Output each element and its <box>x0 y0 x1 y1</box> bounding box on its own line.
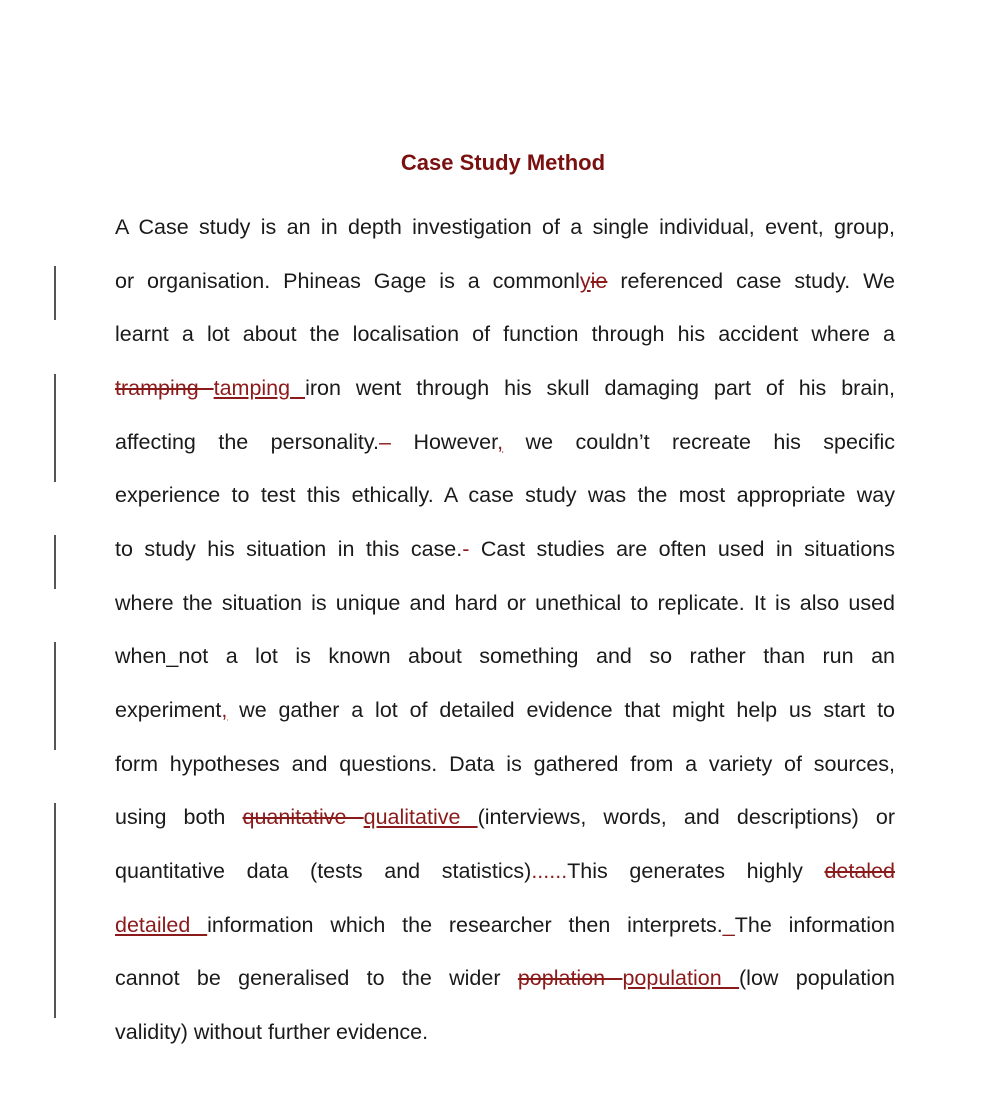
text-run: validity) without further evidence. <box>115 1020 429 1044</box>
paragraph-line <box>115 428 895 456</box>
change-bar <box>54 803 56 1018</box>
change-bar <box>54 535 56 589</box>
change-bar <box>54 266 56 320</box>
text-run: experience to test this ethically. A case study was the most appropriate way <box>115 483 895 507</box>
paragraph-line <box>115 589 895 617</box>
change-bar <box>54 642 56 750</box>
text-run: learnt a lot about the localisation of function through his accident where a <box>115 322 895 346</box>
paragraph-line <box>115 374 895 402</box>
revision-mark: - <box>462 537 481 561</box>
text-run: This generates highly <box>567 859 825 883</box>
text-run: information which the researcher then interprets. <box>207 913 723 937</box>
text-run: Cast studies are often used in situations <box>480 537 895 561</box>
paragraph-line <box>115 964 895 992</box>
deleted-text: ie <box>590 269 608 293</box>
inserted-text: , <box>221 698 228 722</box>
inserted-text: tamping <box>213 376 306 400</box>
paragraph-line <box>115 803 895 831</box>
document-title: Case Study Method <box>400 150 606 175</box>
text-run: form hypotheses and questions. Data is gathered from a variety of sources, <box>115 752 895 776</box>
text-run: experiment <box>115 698 222 722</box>
text-run: iron went through his skull damaging part of his brain, <box>305 376 895 400</box>
text-run: cannot be generalised to the wider <box>115 966 518 990</box>
paragraph-line <box>115 320 895 348</box>
text-run: However <box>413 430 498 454</box>
inserted-text: , <box>497 430 504 454</box>
paragraph-line <box>115 642 895 670</box>
text-run: referenced case study. We <box>607 269 895 293</box>
revision-mark: _ <box>722 913 735 937</box>
inserted-text: y <box>579 269 591 293</box>
text-run: where the situation is unique and hard or unethical to replicate. It is also used <box>115 591 895 615</box>
deleted-text: detaled <box>824 859 895 883</box>
deleted-text: poplation <box>517 966 623 990</box>
paragraph-line <box>115 481 895 509</box>
paragraph-line <box>115 857 895 885</box>
text-run: The information <box>734 913 895 937</box>
paragraph-line <box>115 750 895 778</box>
text-run: when_not a lot is known about something and so rather than run an <box>115 644 895 668</box>
paragraph-line <box>115 213 895 241</box>
text-run: (low population <box>739 966 895 990</box>
text-run: A Case study is an in depth investigation of a single individual, event, group, <box>115 215 895 239</box>
text-run: using both <box>115 805 243 829</box>
text-run: quantitative data (tests and statistics) <box>115 859 532 883</box>
paragraph-line <box>115 911 895 939</box>
text-run: affecting the personality. <box>115 430 380 454</box>
change-bar <box>54 374 56 482</box>
text-run: or organisation. Phineas Gage is a commonl <box>115 269 580 293</box>
text-run: to study his situation in this case. <box>115 537 463 561</box>
deleted-text: quanitative <box>242 805 364 829</box>
paragraph-line <box>115 696 895 724</box>
revision-mark: ...... <box>531 859 568 883</box>
inserted-text: detailed <box>115 913 208 937</box>
paragraph-line <box>115 267 895 295</box>
text-run: we couldn’t recreate his specific <box>503 430 895 454</box>
paragraph-line <box>115 535 895 563</box>
inserted-text: population <box>622 966 740 990</box>
inserted-text: qualitative <box>363 805 478 829</box>
paragraph-line <box>115 1018 895 1046</box>
deleted-text: tramping <box>115 376 214 400</box>
revision-mark: – <box>379 430 414 454</box>
text-run: (interviews, words, and descriptions) or <box>477 805 895 829</box>
text-run: we gather a lot of detailed evidence that might help us start to <box>227 698 895 722</box>
